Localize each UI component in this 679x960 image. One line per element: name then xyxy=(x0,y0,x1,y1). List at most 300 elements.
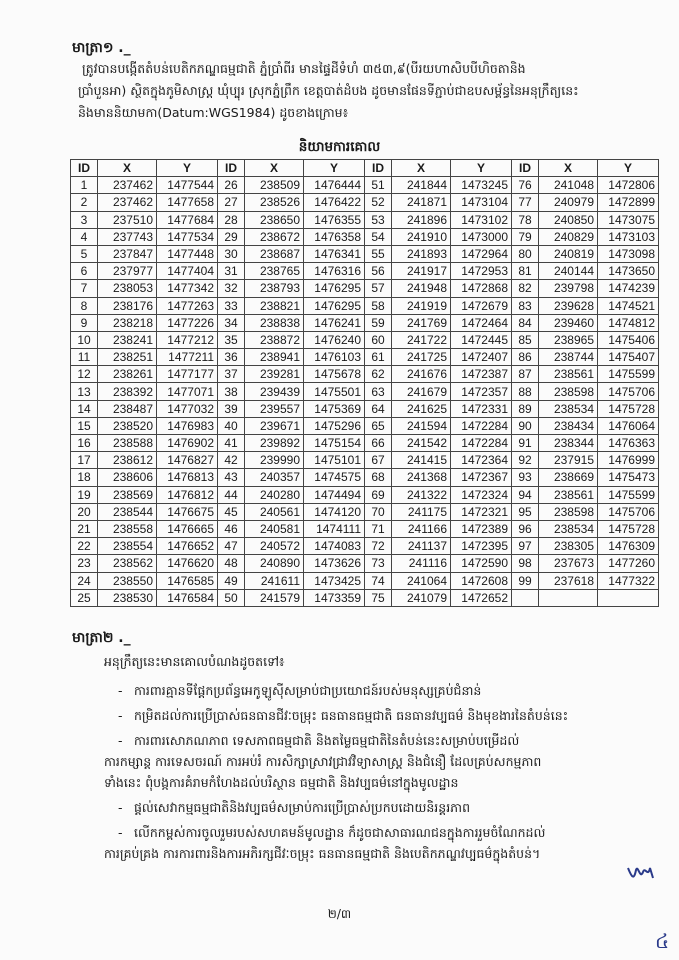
list-item xyxy=(118,797,638,818)
x-cell: 241166 xyxy=(392,520,451,537)
x-cell: 239557 xyxy=(245,400,304,417)
y-cell: 1476827 xyxy=(157,452,218,469)
y-cell: 1473075 xyxy=(598,211,659,228)
id-cell: 37 xyxy=(218,366,245,383)
id-cell: 88 xyxy=(512,383,539,400)
x-cell: 237510 xyxy=(98,211,157,228)
y-cell: 1476240 xyxy=(304,331,365,348)
bullet-dash: - xyxy=(118,800,123,815)
id-cell: 2 xyxy=(71,194,98,211)
x-cell: 241625 xyxy=(392,400,451,417)
id-cell: 75 xyxy=(365,589,392,606)
id-cell: 74 xyxy=(365,572,392,589)
x-cell: 241910 xyxy=(392,228,451,245)
table-row xyxy=(71,228,659,245)
id-cell: 90 xyxy=(512,417,539,434)
y-cell: 1474111 xyxy=(304,520,365,537)
y-cell: 1475473 xyxy=(598,469,659,486)
y-cell: 1472868 xyxy=(451,280,512,297)
column-header: X xyxy=(392,160,451,177)
x-cell: 238872 xyxy=(245,331,304,348)
table-row xyxy=(71,469,659,486)
x-cell: 238554 xyxy=(98,538,157,555)
y-cell: 1476309 xyxy=(598,538,659,555)
x-cell: 240829 xyxy=(539,228,598,245)
x-cell: 238650 xyxy=(245,211,304,228)
table-row xyxy=(71,589,659,606)
x-cell: 239460 xyxy=(539,314,598,331)
y-cell: 1476585 xyxy=(157,572,218,589)
article-2-bullet-list xyxy=(104,680,638,864)
y-cell: 1475101 xyxy=(304,452,365,469)
y-cell: 1475678 xyxy=(304,366,365,383)
y-cell: 1477211 xyxy=(157,349,218,366)
x-cell: 238558 xyxy=(98,520,157,537)
id-cell: 11 xyxy=(71,349,98,366)
x-cell: 238526 xyxy=(245,194,304,211)
y-cell: 1476983 xyxy=(157,417,218,434)
bullet-line: ការគ្រប់គ្រង ការការពារនិងការអភិរក្សជីវៈចម្រុះ ធនធានធម្មជាតិ និងបេតិកភណ្ឌវប្បធម៌ក្នុងតំបន់។ xyxy=(104,846,541,861)
id-cell: 12 xyxy=(71,366,98,383)
x-cell: 238669 xyxy=(539,469,598,486)
x-cell: 239892 xyxy=(245,435,304,452)
y-cell: 1477177 xyxy=(157,366,218,383)
id-cell: 67 xyxy=(365,452,392,469)
y-cell: 1476813 xyxy=(157,469,218,486)
x-cell: 241048 xyxy=(539,177,598,194)
y-cell: 1474812 xyxy=(598,314,659,331)
y-cell: 1476363 xyxy=(598,435,659,452)
id-cell: 56 xyxy=(365,263,392,280)
x-cell: 241322 xyxy=(392,486,451,503)
y-cell: 1476241 xyxy=(304,314,365,331)
x-cell: 237618 xyxy=(539,572,598,589)
column-header: ID xyxy=(218,160,245,177)
x-cell: 241594 xyxy=(392,417,451,434)
x-cell: 238598 xyxy=(539,503,598,520)
article-1-line: និងមាននិយាមកា(Datum:WGS1984) ដូចខាងក្រោម៖ xyxy=(78,105,349,120)
x-cell: 238612 xyxy=(98,452,157,469)
x-cell: 238672 xyxy=(245,228,304,245)
y-cell: 1475407 xyxy=(598,349,659,366)
x-cell: 241917 xyxy=(392,263,451,280)
id-cell: 19 xyxy=(71,486,98,503)
y-cell: 1472357 xyxy=(451,383,512,400)
id-cell: 47 xyxy=(218,538,245,555)
y-cell: 1477658 xyxy=(157,194,218,211)
id-cell: 23 xyxy=(71,555,98,572)
x-cell: 240850 xyxy=(539,211,598,228)
x-cell: 238744 xyxy=(539,349,598,366)
x-cell: 238588 xyxy=(98,435,157,452)
x-cell: 240357 xyxy=(245,469,304,486)
x-cell: 240581 xyxy=(245,520,304,537)
y-cell: 1477260 xyxy=(598,555,659,572)
y-cell: 1476103 xyxy=(304,349,365,366)
x-cell: 241542 xyxy=(392,435,451,452)
y-cell: 1472407 xyxy=(451,349,512,366)
id-cell: 49 xyxy=(218,572,245,589)
y-cell: 1476358 xyxy=(304,228,365,245)
y-cell: 1476355 xyxy=(304,211,365,228)
article-1-paragraph xyxy=(78,58,638,124)
y-cell: 1477544 xyxy=(157,177,218,194)
x-cell: 238821 xyxy=(245,297,304,314)
bullet-line: ទាំងនេះ ពុំបង្កការគំរាមកំហែងដល់បរិស្ថាន ធម្មជាតិ និងវប្បធម៌នៅក្នុងមូលដ្ឋាន xyxy=(104,775,459,790)
y-cell: 1472367 xyxy=(451,469,512,486)
article-1-heading: មាត្រា១ ._ xyxy=(72,40,131,56)
y-cell: 1476812 xyxy=(157,486,218,503)
y-cell: 1472953 xyxy=(451,263,512,280)
x-cell: 238392 xyxy=(98,383,157,400)
y-cell: 1474083 xyxy=(304,538,365,555)
id-cell: 94 xyxy=(512,486,539,503)
id-cell: 8 xyxy=(71,297,98,314)
handwritten-initials xyxy=(626,862,656,884)
id-cell: 52 xyxy=(365,194,392,211)
id-cell: 35 xyxy=(218,331,245,348)
x-cell: 238305 xyxy=(539,538,598,555)
id-cell: 41 xyxy=(218,435,245,452)
id-cell: 83 xyxy=(512,297,539,314)
id-cell: 3 xyxy=(71,211,98,228)
bullet-dash: - xyxy=(118,708,123,723)
id-cell: 70 xyxy=(365,503,392,520)
page-number: ២/៣ xyxy=(327,907,352,921)
id-cell: 39 xyxy=(218,400,245,417)
x-cell: 241893 xyxy=(392,245,451,262)
y-cell: 1474521 xyxy=(598,297,659,314)
y-cell: 1477322 xyxy=(598,572,659,589)
id-cell: 13 xyxy=(71,383,98,400)
article-1-line: ត្រូវបានបង្កើតតំបន់បេតិកភណ្ឌធម្មជាតិ ភ្នំប្រាំពីរ មានផ្ទៃដីទំហំ ៣៥៣,៩(បីរយហាសិបបីហិចតានិង xyxy=(82,61,526,76)
y-cell: 1477071 xyxy=(157,383,218,400)
id-cell: 58 xyxy=(365,297,392,314)
x-cell: 237847 xyxy=(98,245,157,262)
x-cell: 239671 xyxy=(245,417,304,434)
id-cell: 61 xyxy=(365,349,392,366)
y-cell: 1477342 xyxy=(157,280,218,297)
x-cell: 240144 xyxy=(539,263,598,280)
id-cell: 53 xyxy=(365,211,392,228)
x-cell: 238176 xyxy=(98,297,157,314)
x-cell: 241611 xyxy=(245,572,304,589)
y-cell: 1472608 xyxy=(451,572,512,589)
id-cell: 30 xyxy=(218,245,245,262)
y-cell: 1477212 xyxy=(157,331,218,348)
y-cell: 1472964 xyxy=(451,245,512,262)
y-cell: 1477684 xyxy=(157,211,218,228)
table-row xyxy=(71,349,659,366)
column-header: Y xyxy=(304,160,365,177)
x-cell: 238534 xyxy=(539,400,598,417)
y-cell: 1476902 xyxy=(157,435,218,452)
bullet-line: កម្រិតដល់ការប្រើប្រាស់ធនធានជីវៈចម្រុះ ធនធានធម្មជាតិ ធនធានវប្បធម៌ និងមុខងារនៃតំបន់នេះ xyxy=(134,708,569,723)
column-header: Y xyxy=(157,160,218,177)
y-cell: 1472806 xyxy=(598,177,659,194)
x-cell: 241064 xyxy=(392,572,451,589)
column-header: ID xyxy=(512,160,539,177)
margin-mark: ៤ xyxy=(655,929,670,953)
x-cell: 238261 xyxy=(98,366,157,383)
id-cell: 22 xyxy=(71,538,98,555)
x-cell: 238562 xyxy=(98,555,157,572)
x-cell: 239439 xyxy=(245,383,304,400)
id-cell: 32 xyxy=(218,280,245,297)
id-cell: 68 xyxy=(365,469,392,486)
id-cell: 4 xyxy=(71,228,98,245)
id-cell: 57 xyxy=(365,280,392,297)
id-cell: 81 xyxy=(512,263,539,280)
bullet-line: លើកកម្ពស់ការចូលរួមរបស់សហគមន៍មូលដ្ឋាន ក៏ដូចជាសាធារណជនក្នុងការរួមចំណែកដល់ xyxy=(134,825,546,840)
id-cell: 80 xyxy=(512,245,539,262)
y-cell: 1474120 xyxy=(304,503,365,520)
x-cell: 238241 xyxy=(98,331,157,348)
list-item xyxy=(118,705,638,726)
column-header: ID xyxy=(71,160,98,177)
id-cell: 72 xyxy=(365,538,392,555)
y-cell: 1472652 xyxy=(451,589,512,606)
y-cell: 1475706 xyxy=(598,503,659,520)
id-cell: 18 xyxy=(71,469,98,486)
x-cell: 238598 xyxy=(539,383,598,400)
x-cell: 241368 xyxy=(392,469,451,486)
id-cell: 98 xyxy=(512,555,539,572)
id-cell: 45 xyxy=(218,503,245,520)
id-cell: 24 xyxy=(71,572,98,589)
id-cell: 86 xyxy=(512,349,539,366)
y-cell xyxy=(598,589,659,606)
x-cell: 238218 xyxy=(98,314,157,331)
id-cell: 20 xyxy=(71,503,98,520)
id-cell: 17 xyxy=(71,452,98,469)
x-cell: 238534 xyxy=(539,520,598,537)
id-cell: 55 xyxy=(365,245,392,262)
id-cell: 6 xyxy=(71,263,98,280)
id-cell: 95 xyxy=(512,503,539,520)
id-cell: 93 xyxy=(512,469,539,486)
y-cell: 1476999 xyxy=(598,452,659,469)
id-cell: 5 xyxy=(71,245,98,262)
x-cell: 241871 xyxy=(392,194,451,211)
x-cell: 237743 xyxy=(98,228,157,245)
column-header: ID xyxy=(365,160,392,177)
id-cell: 9 xyxy=(71,314,98,331)
y-cell: 1475501 xyxy=(304,383,365,400)
list-item xyxy=(104,730,638,793)
id-cell: 76 xyxy=(512,177,539,194)
table-row xyxy=(71,555,659,572)
id-cell: 1 xyxy=(71,177,98,194)
table-row xyxy=(71,417,659,434)
table-row xyxy=(71,452,659,469)
y-cell: 1477263 xyxy=(157,297,218,314)
y-cell: 1473098 xyxy=(598,245,659,262)
y-cell: 1472389 xyxy=(451,520,512,537)
id-cell: 60 xyxy=(365,331,392,348)
y-cell: 1472321 xyxy=(451,503,512,520)
id-cell: 27 xyxy=(218,194,245,211)
list-item xyxy=(104,822,638,864)
y-cell: 1472331 xyxy=(451,400,512,417)
table-row xyxy=(71,314,659,331)
y-cell: 1475599 xyxy=(598,366,659,383)
table-row xyxy=(71,383,659,400)
id-cell: 29 xyxy=(218,228,245,245)
x-cell: 241137 xyxy=(392,538,451,555)
id-cell: 54 xyxy=(365,228,392,245)
id-cell: 40 xyxy=(218,417,245,434)
y-cell: 1476665 xyxy=(157,520,218,537)
y-cell: 1476652 xyxy=(157,538,218,555)
x-cell: 238569 xyxy=(98,486,157,503)
id-cell: 26 xyxy=(218,177,245,194)
x-cell: 239798 xyxy=(539,280,598,297)
x-cell: 241116 xyxy=(392,555,451,572)
x-cell: 241679 xyxy=(392,383,451,400)
x-cell: 241844 xyxy=(392,177,451,194)
table-row xyxy=(71,366,659,383)
y-cell: 1473000 xyxy=(451,228,512,245)
y-cell: 1474494 xyxy=(304,486,365,503)
x-cell: 238251 xyxy=(98,349,157,366)
table-header-row xyxy=(71,160,659,177)
x-cell: 240280 xyxy=(245,486,304,503)
x-cell: 237462 xyxy=(98,194,157,211)
y-cell: 1475369 xyxy=(304,400,365,417)
y-cell: 1473359 xyxy=(304,589,365,606)
table-row xyxy=(71,331,659,348)
id-cell: 78 xyxy=(512,211,539,228)
column-header: X xyxy=(98,160,157,177)
bullet-line: ការពារគ្មានទីផ្ដែកប្រព័ន្ធអេកូឡូស៊ីសម្រាប់ជាប្រយោជន៍របស់មនុស្សគ្រប់ជំនាន់ xyxy=(134,683,482,698)
column-header: X xyxy=(245,160,304,177)
y-cell: 1476675 xyxy=(157,503,218,520)
x-cell: 237977 xyxy=(98,263,157,280)
id-cell: 59 xyxy=(365,314,392,331)
y-cell: 1476620 xyxy=(157,555,218,572)
table-row xyxy=(71,538,659,555)
y-cell: 1475296 xyxy=(304,417,365,434)
id-cell: 42 xyxy=(218,452,245,469)
id-cell: 43 xyxy=(218,469,245,486)
x-cell: 238838 xyxy=(245,314,304,331)
x-cell: 238053 xyxy=(98,280,157,297)
id-cell: 65 xyxy=(365,417,392,434)
x-cell: 239990 xyxy=(245,452,304,469)
x-cell: 238544 xyxy=(98,503,157,520)
y-cell: 1472324 xyxy=(451,486,512,503)
x-cell xyxy=(539,589,598,606)
x-cell: 241919 xyxy=(392,297,451,314)
x-cell: 240819 xyxy=(539,245,598,262)
y-cell: 1474239 xyxy=(598,280,659,297)
x-cell: 240890 xyxy=(245,555,304,572)
y-cell: 1473245 xyxy=(451,177,512,194)
x-cell: 241896 xyxy=(392,211,451,228)
table-row xyxy=(71,280,659,297)
id-cell: 50 xyxy=(218,589,245,606)
id-cell: 15 xyxy=(71,417,98,434)
x-cell: 238606 xyxy=(98,469,157,486)
y-cell: 1473103 xyxy=(598,228,659,245)
y-cell: 1475154 xyxy=(304,435,365,452)
id-cell xyxy=(512,589,539,606)
x-cell: 237462 xyxy=(98,177,157,194)
x-cell: 241079 xyxy=(392,589,451,606)
x-cell: 238561 xyxy=(539,366,598,383)
bullet-line: ការកម្សាន្ត ការទេសចរណ៍ ការអប់រំ ការសិក្សាស្រាវជ្រាវវិទ្យាសាស្ត្រ និងជំនឿ ដែលគ្រប់សកម្មភាព xyxy=(104,754,542,769)
y-cell: 1476295 xyxy=(304,297,365,314)
id-cell: 21 xyxy=(71,520,98,537)
bullet-line: ការពារសោភណភាព ទេសភាពធម្មជាតិ និងតម្លៃធម្មជាតិនៃតំបន់នេះសម្រាប់បម្រើដល់ xyxy=(134,733,520,748)
x-cell: 241769 xyxy=(392,314,451,331)
y-cell: 1473425 xyxy=(304,572,365,589)
article-2-intro: អនុក្រឹត្យនេះមានគោលបំណងដូចតទៅ៖ xyxy=(104,654,285,669)
id-cell: 36 xyxy=(218,349,245,366)
y-cell: 1472679 xyxy=(451,297,512,314)
id-cell: 73 xyxy=(365,555,392,572)
x-cell: 240979 xyxy=(539,194,598,211)
y-cell: 1474575 xyxy=(304,469,365,486)
table-row xyxy=(71,486,659,503)
x-cell: 238550 xyxy=(98,572,157,589)
x-cell: 239628 xyxy=(539,297,598,314)
y-cell: 1475406 xyxy=(598,331,659,348)
id-cell: 31 xyxy=(218,263,245,280)
y-cell: 1476341 xyxy=(304,245,365,262)
id-cell: 16 xyxy=(71,435,98,452)
x-cell: 237673 xyxy=(539,555,598,572)
x-cell: 238520 xyxy=(98,417,157,434)
y-cell: 1477226 xyxy=(157,314,218,331)
id-cell: 85 xyxy=(512,331,539,348)
y-cell: 1476316 xyxy=(304,263,365,280)
y-cell: 1477032 xyxy=(157,400,218,417)
y-cell: 1472284 xyxy=(451,417,512,434)
y-cell: 1476295 xyxy=(304,280,365,297)
id-cell: 44 xyxy=(218,486,245,503)
y-cell: 1472364 xyxy=(451,452,512,469)
table-row xyxy=(71,435,659,452)
y-cell: 1476444 xyxy=(304,177,365,194)
x-cell: 238941 xyxy=(245,349,304,366)
table-row xyxy=(71,297,659,314)
bullet-dash: - xyxy=(118,825,123,840)
id-cell: 63 xyxy=(365,383,392,400)
y-cell: 1476584 xyxy=(157,589,218,606)
y-cell: 1475728 xyxy=(598,520,659,537)
id-cell: 97 xyxy=(512,538,539,555)
id-cell: 87 xyxy=(512,366,539,383)
id-cell: 38 xyxy=(218,383,245,400)
x-cell: 238509 xyxy=(245,177,304,194)
id-cell: 82 xyxy=(512,280,539,297)
y-cell: 1473104 xyxy=(451,194,512,211)
x-cell: 238687 xyxy=(245,245,304,262)
y-cell: 1476064 xyxy=(598,417,659,434)
id-cell: 33 xyxy=(218,297,245,314)
id-cell: 10 xyxy=(71,331,98,348)
id-cell: 51 xyxy=(365,177,392,194)
y-cell: 1475706 xyxy=(598,383,659,400)
id-cell: 34 xyxy=(218,314,245,331)
table-row xyxy=(71,400,659,417)
y-cell: 1472590 xyxy=(451,555,512,572)
id-cell: 46 xyxy=(218,520,245,537)
x-cell: 241725 xyxy=(392,349,451,366)
id-cell: 84 xyxy=(512,314,539,331)
